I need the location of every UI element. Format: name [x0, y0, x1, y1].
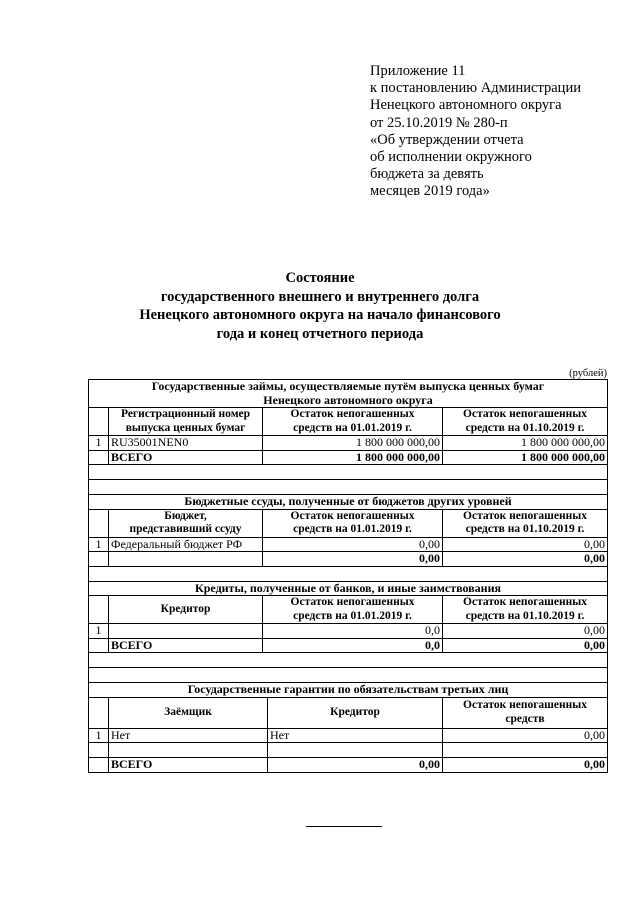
header-line: Остаток непогашенных — [290, 408, 415, 420]
column-header-balance — [443, 697, 608, 728]
empty-cell — [89, 509, 109, 537]
header-line: средств на 01.10.2019 г. — [465, 421, 585, 434]
budget-name-cell: Федеральный бюджет РФ — [109, 537, 263, 552]
row-number: 1 — [89, 436, 109, 451]
table-row — [89, 624, 608, 639]
credits-column-headers — [89, 596, 608, 624]
appendix-block — [370, 63, 581, 201]
header-line: средств — [505, 712, 545, 725]
header-line: Остаток непогашенных — [463, 699, 587, 711]
start-balance-cell: 1 800 000 000,00 — [263, 436, 443, 451]
end-balance-cell: 0,00 — [443, 537, 608, 552]
header-line: средств на 01.10.2019 г. — [465, 609, 585, 622]
column-header-start-balance — [263, 596, 443, 624]
header-line: Остаток непогашенных — [463, 509, 587, 522]
header-line: Остаток непогашенных — [290, 509, 415, 522]
empty-cell — [89, 697, 109, 728]
empty-cell — [89, 596, 109, 624]
securities-title: Ненецкого автономного округа — [263, 392, 433, 407]
total-mid-value: 0,00 — [268, 758, 443, 773]
header-line: Остаток непогашенных — [463, 408, 587, 420]
empty-cell — [89, 408, 109, 436]
header-line: представивший ссуду — [129, 523, 242, 535]
empty-cell — [89, 450, 109, 465]
header-line: Остаток непогашенных — [463, 596, 587, 608]
footer-divider — [306, 826, 382, 827]
end-balance-cell: 0,00 — [443, 624, 608, 639]
document-title — [100, 269, 540, 343]
empty-cell — [89, 638, 109, 653]
column-header-start-balance — [263, 509, 443, 537]
column-header-creditor: Кредитор — [268, 697, 443, 728]
loans-title: Бюджетные ссуды, полученные от бюджетов других уровней — [89, 495, 608, 510]
total-end-balance: 1 800 000 000,00 — [443, 450, 608, 465]
column-header-reg-number — [109, 408, 263, 436]
reg-number-cell: RU35001NEN0 — [109, 436, 263, 451]
column-header-borrower: Заёмщик — [109, 697, 268, 728]
total-label: ВСЕГО — [109, 450, 263, 465]
header-line: средств на 01.01.2019 г. — [293, 523, 412, 535]
total-start-balance: 0,00 — [263, 552, 443, 567]
table-row — [89, 537, 608, 552]
title-line: государственного внешнего и внутреннего долга — [160, 288, 480, 305]
column-header-end-balance — [443, 408, 608, 436]
appendix-line: Ненецкого автономного округа — [370, 97, 562, 114]
column-header-budget — [109, 509, 263, 537]
empty-cell — [109, 552, 263, 567]
table-row — [89, 728, 608, 743]
appendix-line: к постановлению Администрации — [370, 80, 581, 97]
total-row — [89, 450, 608, 465]
spacer-row — [89, 668, 608, 683]
column-header-start-balance — [263, 408, 443, 436]
empty-cell — [89, 758, 109, 773]
spacer-row — [89, 743, 608, 758]
debt-table — [88, 379, 608, 773]
spacer-row — [89, 566, 608, 581]
appendix-line: «Об утверждении отчета — [370, 131, 524, 148]
total-row — [89, 638, 608, 653]
column-header-creditor: Кредитор — [109, 596, 263, 624]
start-balance-cell: 0,0 — [263, 624, 443, 639]
header-line: выпуска ценных бумаг — [125, 421, 246, 434]
start-balance-cell: 0,00 — [263, 537, 443, 552]
appendix-line: об исполнении окружного — [370, 149, 532, 166]
header-line: средств на 01.10.2019 г. — [465, 523, 585, 535]
total-end-balance: 0,00 — [443, 638, 608, 653]
credits-section-header — [89, 581, 608, 596]
units-label: (рублей) — [569, 368, 607, 379]
empty-cell — [89, 552, 109, 567]
table-row — [89, 436, 608, 451]
row-number: 1 — [89, 624, 109, 639]
securities-title: Государственные займы, осуществляемые путём выпуска ценных бумаг — [151, 379, 545, 393]
total-row — [89, 552, 608, 567]
row-number: 1 — [89, 537, 109, 552]
guarantees-section-header — [89, 683, 608, 698]
column-header-end-balance — [443, 509, 608, 537]
securities-column-headers — [89, 408, 608, 436]
total-row — [89, 758, 608, 773]
spacer-row — [89, 480, 608, 495]
header-line: средств на 01.01.2019 г. — [293, 609, 412, 622]
loans-section-header — [89, 495, 608, 510]
header-line: средств на 01.01.2019 г. — [293, 421, 412, 434]
appendix-line: месяцев 2019 года» — [370, 183, 490, 200]
total-label: ВСЕГО — [109, 758, 268, 773]
header-line: Остаток непогашенных — [290, 596, 415, 608]
total-start-balance: 0,0 — [263, 638, 443, 653]
title-line: Ненецкого автономного округа на начало финансового — [139, 307, 501, 323]
spacer-row — [89, 465, 608, 480]
creditor-cell — [109, 624, 263, 639]
guarantees-column-headers — [89, 697, 608, 728]
row-number: 1 — [89, 728, 109, 743]
total-end-balance: 0,00 — [443, 552, 608, 567]
appendix-line: бюджета за девять — [370, 166, 484, 183]
total-start-balance: 1 800 000 000,00 — [263, 450, 443, 465]
header-line: Регистрационный номер — [120, 408, 251, 420]
creditor-cell: Нет — [268, 728, 443, 743]
title-line: года и конец отчетного периода — [216, 325, 424, 342]
spacer-row — [89, 653, 608, 668]
borrower-cell: Нет — [109, 728, 268, 743]
column-header-end-balance — [443, 596, 608, 624]
total-balance: 0,00 — [443, 758, 608, 773]
title-line: Состояние — [285, 270, 355, 286]
guarantees-title: Государственные гарантии по обязательствам третьих лиц — [89, 683, 608, 698]
loans-column-headers — [89, 509, 608, 537]
end-balance-cell: 1 800 000 000,00 — [443, 436, 608, 451]
securities-section-header — [89, 380, 608, 408]
header-line: Бюджет, — [164, 509, 207, 522]
appendix-line: от 25.10.2019 № 280-п — [370, 114, 508, 131]
total-label: ВСЕГО — [109, 638, 263, 653]
balance-cell: 0,00 — [443, 728, 608, 743]
appendix-line: Приложение 11 — [370, 63, 466, 79]
credits-title: Кредиты, полученные от банков, и иные заимствования — [89, 581, 608, 596]
